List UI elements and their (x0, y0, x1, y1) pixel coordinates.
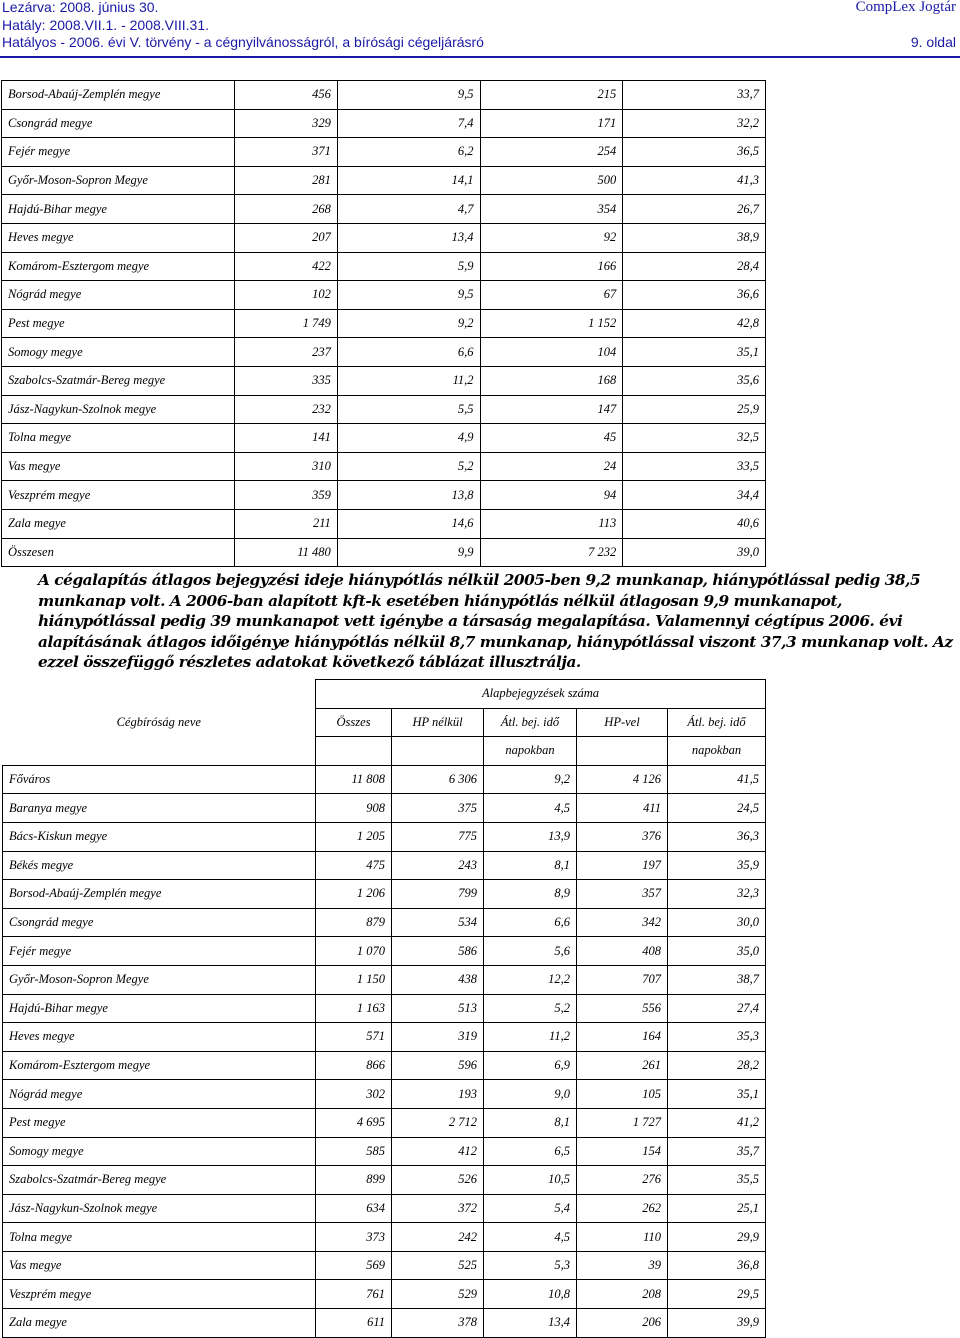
unit-label-2: napokban (668, 737, 766, 766)
column-header-court: Cégbíróság neve (3, 680, 316, 766)
table-row (2, 338, 766, 367)
cell-value: 4,9 (337, 424, 480, 453)
row-label: Győr-Moson-Sopron Megye (2, 166, 235, 195)
cell-value: 866 (316, 1051, 392, 1080)
cell-value: 164 (577, 1023, 668, 1052)
cell-value: 168 (480, 366, 623, 395)
row-label: Nógrád megye (2, 281, 235, 310)
row-label: Győr-Moson-Sopron Megye (3, 965, 316, 994)
cell-value: 6,6 (484, 908, 577, 937)
cell-value: 38,9 (623, 223, 766, 252)
column-header-avg-2: Átl. bej. idő (668, 708, 766, 737)
cell-value: 35,1 (668, 1080, 766, 1109)
cell-value: 500 (480, 166, 623, 195)
cell-value: 11,2 (337, 366, 480, 395)
cell-value: 6,2 (337, 138, 480, 167)
cell-value: 211 (234, 509, 337, 538)
cell-value: 242 (392, 1223, 484, 1252)
cell-value: 1 749 (234, 309, 337, 338)
row-label: Tolna megye (3, 1223, 316, 1252)
cell-value: 1 206 (316, 880, 392, 909)
cell-value: 28,4 (623, 252, 766, 281)
column-header-without-hp: HP nélkül (392, 708, 484, 737)
cell-value: 373 (316, 1223, 392, 1252)
row-label: Csongrád megye (3, 908, 316, 937)
cell-value: 534 (392, 908, 484, 937)
cell-value: 775 (392, 822, 484, 851)
table-row (3, 1137, 766, 1166)
row-label: Baranya megye (3, 794, 316, 823)
cell-value: 32,2 (623, 109, 766, 138)
cell-value: 39,0 (623, 538, 766, 567)
table-row (3, 1166, 766, 1195)
cell-value: 9,5 (337, 81, 480, 110)
table-row (2, 223, 766, 252)
cell-value: 456 (234, 81, 337, 110)
cell-value: 408 (577, 937, 668, 966)
cell-value: 9,0 (484, 1080, 577, 1109)
group-header: Alapbejegyzések száma (316, 680, 766, 709)
cell-value: 2 712 (392, 1108, 484, 1137)
cell-value: 67 (480, 281, 623, 310)
cell-value: 5,4 (484, 1194, 577, 1223)
cell-value: 40,6 (623, 509, 766, 538)
column-header-total: Összes (316, 708, 392, 737)
cell-value: 5,3 (484, 1251, 577, 1280)
table-row (2, 81, 766, 110)
cell-value: 171 (480, 109, 623, 138)
cell-value: 375 (392, 794, 484, 823)
cell-value: 166 (480, 252, 623, 281)
row-label: Vas megye (2, 452, 235, 481)
cell-value: 25,1 (668, 1194, 766, 1223)
cell-value: 94 (480, 481, 623, 510)
cell-value: 329 (234, 109, 337, 138)
cell-value: 13,4 (337, 223, 480, 252)
cell-value: 29,9 (668, 1223, 766, 1252)
cell-value: 5,9 (337, 252, 480, 281)
table-row (2, 424, 766, 453)
publisher-name: CompLex Jogtár (855, 0, 956, 15)
cell-value: 12,2 (484, 965, 577, 994)
cell-value: 10,5 (484, 1166, 577, 1195)
row-label: Somogy megye (3, 1137, 316, 1166)
row-label: Csongrád megye (2, 109, 235, 138)
row-label: Vas megye (3, 1251, 316, 1280)
table-row (3, 1023, 766, 1052)
cell-value: 30,0 (668, 908, 766, 937)
column-header-with-hp: HP-vel (577, 708, 668, 737)
cell-value: 215 (480, 81, 623, 110)
cell-value: 5,5 (337, 395, 480, 424)
table-row (3, 880, 766, 909)
row-label: Jász-Nagykun-Szolnok megye (2, 395, 235, 424)
row-label: Békés megye (3, 851, 316, 880)
cell-value: 262 (577, 1194, 668, 1223)
cell-value: 4,5 (484, 1223, 577, 1252)
table-row (3, 765, 766, 794)
table-row (3, 1080, 766, 1109)
row-label: Zala megye (2, 509, 235, 538)
cell-value: 412 (392, 1137, 484, 1166)
cell-value: 39 (577, 1251, 668, 1280)
cell-value: 276 (577, 1166, 668, 1195)
statistics-table-2 (2, 679, 766, 1338)
cell-value: 513 (392, 994, 484, 1023)
cell-value: 24 (480, 452, 623, 481)
cell-value: 4,7 (337, 195, 480, 224)
cell-value: 254 (480, 138, 623, 167)
row-label: Heves megye (2, 223, 235, 252)
cell-value: 556 (577, 994, 668, 1023)
table-row (2, 252, 766, 281)
cell-value: 41,2 (668, 1108, 766, 1137)
cell-value: 13,4 (484, 1309, 577, 1338)
cell-value: 35,3 (668, 1023, 766, 1052)
row-label: Heves megye (3, 1023, 316, 1052)
cell-value: 26,7 (623, 195, 766, 224)
cell-value: 8,1 (484, 851, 577, 880)
cell-value: 38,7 (668, 965, 766, 994)
cell-value: 154 (577, 1137, 668, 1166)
row-label: Somogy megye (2, 338, 235, 367)
cell-value: 206 (577, 1309, 668, 1338)
header-line-3 (0, 34, 960, 54)
row-label: Főváros (3, 765, 316, 794)
cell-value: 92 (480, 223, 623, 252)
cell-value: 438 (392, 965, 484, 994)
cell-value: 7,4 (337, 109, 480, 138)
table-row (2, 366, 766, 395)
cell-value: 5,2 (337, 452, 480, 481)
row-label: Összesen (2, 538, 235, 567)
table-row (2, 281, 766, 310)
cell-value: 11,2 (484, 1023, 577, 1052)
cell-value: 761 (316, 1280, 392, 1309)
cell-value: 261 (577, 1051, 668, 1080)
table-row (2, 538, 766, 567)
cell-value: 102 (234, 281, 337, 310)
cell-value: 33,5 (623, 452, 766, 481)
cell-value: 376 (577, 822, 668, 851)
cell-value: 596 (392, 1051, 484, 1080)
table-row (3, 1280, 766, 1309)
row-label: Jász-Nagykun-Szolnok megye (3, 1194, 316, 1223)
table-row (3, 1108, 766, 1137)
row-label: Borsod-Abaúj-Zemplén megye (3, 880, 316, 909)
row-label: Nógrád megye (3, 1080, 316, 1109)
cell-value: 475 (316, 851, 392, 880)
table-row (3, 1309, 766, 1338)
cell-value: 36,8 (668, 1251, 766, 1280)
cell-value: 342 (577, 908, 668, 937)
cell-value: 28,2 (668, 1051, 766, 1080)
table-row (3, 1223, 766, 1252)
cell-value: 27,4 (668, 994, 766, 1023)
cell-value: 268 (234, 195, 337, 224)
cell-value: 35,0 (668, 937, 766, 966)
cell-value: 879 (316, 908, 392, 937)
page-number: 9. oldal (910, 34, 956, 50)
cell-value: 1 152 (480, 309, 623, 338)
cell-value: 6 306 (392, 765, 484, 794)
cell-value: 585 (316, 1137, 392, 1166)
cell-value: 113 (480, 509, 623, 538)
cell-value: 899 (316, 1166, 392, 1195)
cell-value: 9,2 (337, 309, 480, 338)
table-row (3, 994, 766, 1023)
table-row (2, 138, 766, 167)
cell-value: 571 (316, 1023, 392, 1052)
cell-value: 34,4 (623, 481, 766, 510)
cell-value: 232 (234, 395, 337, 424)
cell-value: 105 (577, 1080, 668, 1109)
cell-value: 6,6 (337, 338, 480, 367)
column-header-avg-1: Átl. bej. idő (484, 708, 577, 737)
cell-value: 9,2 (484, 765, 577, 794)
table-row (2, 309, 766, 338)
cell-value: 35,6 (623, 366, 766, 395)
row-label: Borsod-Abaúj-Zemplén megye (2, 81, 235, 110)
cell-value: 634 (316, 1194, 392, 1223)
row-label: Tolna megye (2, 424, 235, 453)
cell-value: 10,8 (484, 1280, 577, 1309)
cell-value: 14,6 (337, 509, 480, 538)
cell-value: 39,9 (668, 1309, 766, 1338)
cell-value: 13,8 (337, 481, 480, 510)
cell-value: 42,8 (623, 309, 766, 338)
cell-value: 799 (392, 880, 484, 909)
cell-value: 1 727 (577, 1108, 668, 1137)
table-row (2, 452, 766, 481)
cell-value: 45 (480, 424, 623, 453)
cell-value: 141 (234, 424, 337, 453)
cell-value: 197 (577, 851, 668, 880)
cell-value: 1 150 (316, 965, 392, 994)
cell-value: 243 (392, 851, 484, 880)
cell-value: 371 (234, 138, 337, 167)
cell-value: 25,9 (623, 395, 766, 424)
cell-value: 319 (392, 1023, 484, 1052)
cell-value: 237 (234, 338, 337, 367)
cell-value: 1 163 (316, 994, 392, 1023)
table-row (2, 195, 766, 224)
row-label: Fejér megye (3, 937, 316, 966)
cell-value: 707 (577, 965, 668, 994)
table-row (2, 481, 766, 510)
table-row (3, 908, 766, 937)
cell-value: 526 (392, 1166, 484, 1195)
closed-date: Lezárva: 2008. június 30. (2, 0, 159, 15)
row-label: Szabolcs-Szatmár-Bereg megye (2, 366, 235, 395)
cell-value: 4,5 (484, 794, 577, 823)
cell-value: 411 (577, 794, 668, 823)
cell-value: 6,5 (484, 1137, 577, 1166)
cell-value: 359 (234, 481, 337, 510)
cell-value: 1 070 (316, 937, 392, 966)
cell-value: 32,3 (668, 880, 766, 909)
cell-value: 11 808 (316, 765, 392, 794)
cell-value: 281 (234, 166, 337, 195)
row-label: Pest megye (3, 1108, 316, 1137)
table-row (3, 937, 766, 966)
cell-value: 357 (577, 880, 668, 909)
cell-value: 207 (234, 223, 337, 252)
cell-value: 35,5 (668, 1166, 766, 1195)
cell-value: 36,6 (623, 281, 766, 310)
cell-value: 1 205 (316, 822, 392, 851)
row-label: Komárom-Esztergom megye (2, 252, 235, 281)
cell-value: 586 (392, 937, 484, 966)
cell-value: 41,3 (623, 166, 766, 195)
table-row (3, 1251, 766, 1280)
cell-value: 9,9 (337, 538, 480, 567)
cell-value: 908 (316, 794, 392, 823)
cell-value: 110 (577, 1223, 668, 1252)
cell-value: 147 (480, 395, 623, 424)
table-row (2, 166, 766, 195)
cell-value: 35,7 (668, 1137, 766, 1166)
cell-value: 33,7 (623, 81, 766, 110)
row-label: Komárom-Esztergom megye (3, 1051, 316, 1080)
row-label: Hajdú-Bihar megye (3, 994, 316, 1023)
cell-value: 11 480 (234, 538, 337, 567)
cell-value: 193 (392, 1080, 484, 1109)
cell-value: 4 695 (316, 1108, 392, 1137)
cell-value: 5,6 (484, 937, 577, 966)
row-label: Pest megye (2, 309, 235, 338)
cell-value: 8,1 (484, 1108, 577, 1137)
unit-label-1: napokban (484, 737, 577, 766)
table-row (3, 1051, 766, 1080)
table-row (2, 509, 766, 538)
law-title: Hatályos - 2006. évi V. törvény - a cégnyilvánosságról, a bírósági cégeljárásró (2, 34, 484, 50)
row-label: Zala megye (3, 1309, 316, 1338)
table-row (2, 109, 766, 138)
row-label: Veszprém megye (2, 481, 235, 510)
cell-value: 611 (316, 1309, 392, 1338)
table-row (3, 1194, 766, 1223)
cell-value: 354 (480, 195, 623, 224)
cell-value: 4 126 (577, 765, 668, 794)
cell-value: 372 (392, 1194, 484, 1223)
cell-value: 302 (316, 1080, 392, 1109)
statistics-table-1 (1, 80, 766, 567)
table-row (3, 965, 766, 994)
table-row (3, 794, 766, 823)
summary-paragraph: A cégalapítás átlagos bejegyzési ideje hiánypótlás nélkül 2005-ben 9,2 munkanap, hiánypótlással pedig 38,5 munkanap volt. A 2006-ban alapított kft-k esetében hiánypótlás nélkül átlagosan 9,9 munkanapot, hiánypótlással pedig 39 munkanapot vett igénybe a társaság megalapítása. Valamennyi cégtípus 2006. évi alapításának átlagos időigénye hiánypótlás nélkül 8,7 munkanap, hiánypótlással viszont 37,3 munkanap volt. Az ezzel összefüggő részletes adatokat következő táblázat illusztrálja. (38, 571, 953, 671)
cell-value: 9,5 (337, 281, 480, 310)
cell-value: 36,5 (623, 138, 766, 167)
cell-value: 29,5 (668, 1280, 766, 1309)
table-row (3, 851, 766, 880)
row-label: Veszprém megye (3, 1280, 316, 1309)
row-label: Hajdú-Bihar megye (2, 195, 235, 224)
cell-value: 14,1 (337, 166, 480, 195)
cell-value: 208 (577, 1280, 668, 1309)
cell-value: 13,9 (484, 822, 577, 851)
cell-value: 24,5 (668, 794, 766, 823)
cell-value: 310 (234, 452, 337, 481)
cell-value: 569 (316, 1251, 392, 1280)
cell-value: 525 (392, 1251, 484, 1280)
cell-value: 335 (234, 366, 337, 395)
cell-value: 422 (234, 252, 337, 281)
cell-value: 7 232 (480, 538, 623, 567)
cell-value: 35,9 (668, 851, 766, 880)
row-label: Szabolcs-Szatmár-Bereg megye (3, 1166, 316, 1195)
validity-range: Hatály: 2008.VII.1. - 2008.VIII.31. (2, 17, 210, 33)
header-rule (0, 56, 960, 58)
cell-value: 5,2 (484, 994, 577, 1023)
cell-value: 378 (392, 1309, 484, 1338)
table-row (2, 395, 766, 424)
cell-value: 529 (392, 1280, 484, 1309)
cell-value: 6,9 (484, 1051, 577, 1080)
cell-value: 41,5 (668, 765, 766, 794)
row-label: Bács-Kiskun megye (3, 822, 316, 851)
cell-value: 35,1 (623, 338, 766, 367)
row-label: Fejér megye (2, 138, 235, 167)
cell-value: 8,9 (484, 880, 577, 909)
cell-value: 36,3 (668, 822, 766, 851)
table-row (3, 822, 766, 851)
cell-value: 32,5 (623, 424, 766, 453)
cell-value: 104 (480, 338, 623, 367)
